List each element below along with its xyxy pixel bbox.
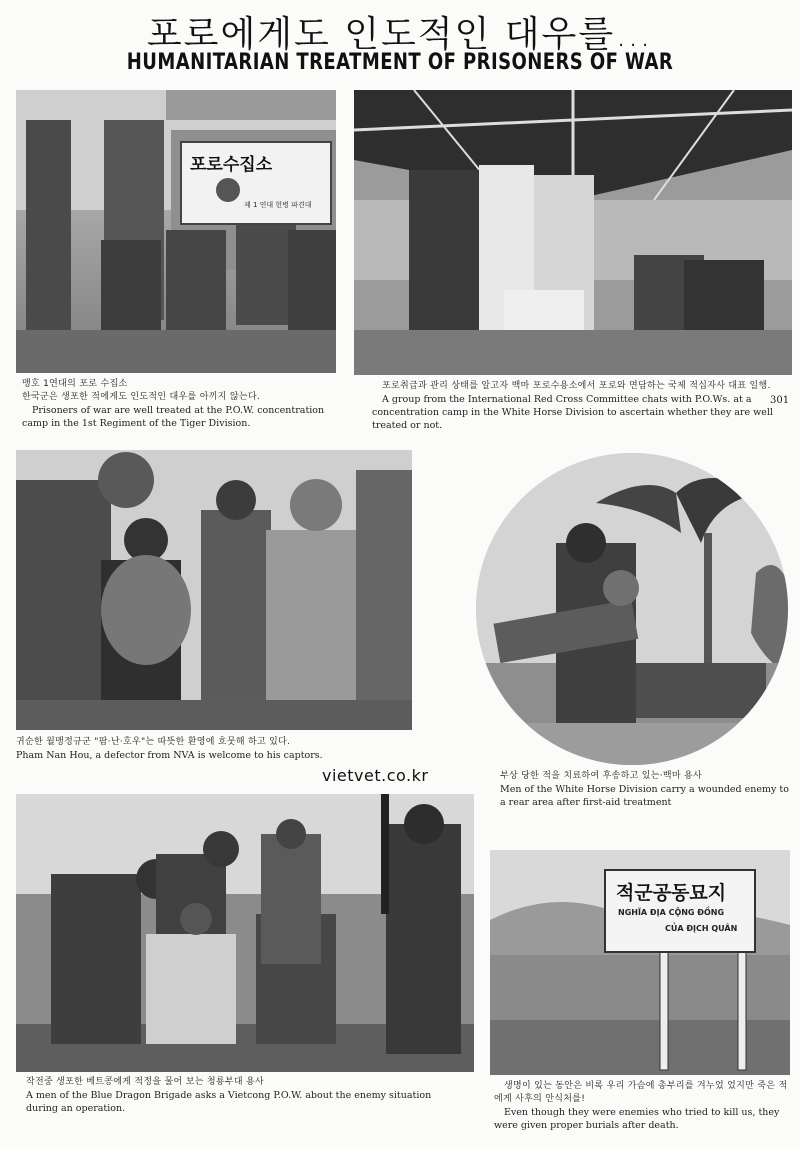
caption-defector-en: Pham Nan Hou, a defector from NVA is welcome to his captors. xyxy=(16,750,323,761)
caption-blue-dragon xyxy=(26,1076,466,1115)
caption-pow-collection-point xyxy=(22,378,342,430)
caption-pow-collection-ko2: 한국군은 생포한 적에게도 인도적인 대우를 아끼지 않는다. xyxy=(22,392,260,402)
sign-pow-collection-title: 포로수집소 xyxy=(190,155,273,175)
site-watermark: vietvet.co.kr xyxy=(322,766,429,785)
caption-red-cross-ko: 포로취급과 관리 상태를 알고자 백마 포로수용소에서 포로와 면담하는 국제 적십자사 대표 일행. xyxy=(382,381,771,391)
caption-enemy-cemetery-ko: 생명이 있는 동안은 비록 우리 가슴에 총부리를 겨누었 었지만 죽은 적에게 사후의 안식처를! xyxy=(494,1081,788,1104)
photo-wounded-enemy-carried xyxy=(476,453,788,765)
caption-pow-collection-en: Prisoners of war are well treated at the P.O.W. concentration camp in the 1st Regiment of the Tiger Division. xyxy=(22,405,325,429)
page-number: 301 xyxy=(770,395,790,406)
caption-blue-dragon-ko: 작전중 생포한 베트콩에게 적정을 물어 보는 청룡부대 용사 xyxy=(26,1077,264,1087)
sign-cemetery-sub2: CỦA ĐỊCH QUÂN xyxy=(665,924,738,933)
photo-blue-dragon-questioning xyxy=(16,794,474,1072)
caption-enemy-cemetery-en: Even though they were enemies who tried to kill us, they were given proper burials after death. xyxy=(494,1107,780,1131)
caption-defector xyxy=(16,736,416,762)
caption-red-cross xyxy=(372,380,792,432)
photo-enemy-cemetery xyxy=(490,850,790,1075)
caption-blue-dragon-en: A men of the Blue Dragon Brigade asks a Vietcong P.O.W. about the enemy situation during an operation. xyxy=(26,1090,432,1114)
caption-wounded-enemy-en: Men of the White Horse Division carry a wounded enemy to a rear area after first-aid treatment xyxy=(500,784,789,808)
caption-wounded-enemy xyxy=(500,770,792,809)
photo-defector-welcome xyxy=(16,450,412,730)
caption-enemy-cemetery xyxy=(494,1080,794,1132)
caption-wounded-enemy-ko: 부상 당한 적을 치료하여 후송하고 있는·백마 용사 xyxy=(500,771,703,781)
photo-red-cross-tent xyxy=(354,90,792,375)
page-title-english: HUMANITARIAN TREATMENT OF PRISONERS OF WAR xyxy=(126,50,674,75)
caption-red-cross-en: A group from the International Red Cross Committee chats with P.O.Ws. at a concentration camp in the White Horse Division to ascertain whether they are well treated or not. xyxy=(372,394,773,431)
caption-pow-collection-ko1: 맹호 1연대의 포로 수집소 xyxy=(22,379,128,389)
sign-cemetery-title: 적군공동묘지 xyxy=(616,882,727,904)
sign-pow-collection-sub: 제 1 연대 헌병 파견대 xyxy=(244,201,312,209)
photo-pow-collection-point xyxy=(16,90,336,373)
page-title-korean: 포로에게도 인도적인 대우를… xyxy=(146,14,654,55)
caption-defector-ko: 귀순한 월맹정규군 "팜·난·호우"는 따뜻한 환영에 흐뭇해 하고 있다. xyxy=(16,737,291,747)
sign-cemetery-sub1: NGHĨA ĐỊA CỘNG ĐỒNG xyxy=(618,908,725,917)
